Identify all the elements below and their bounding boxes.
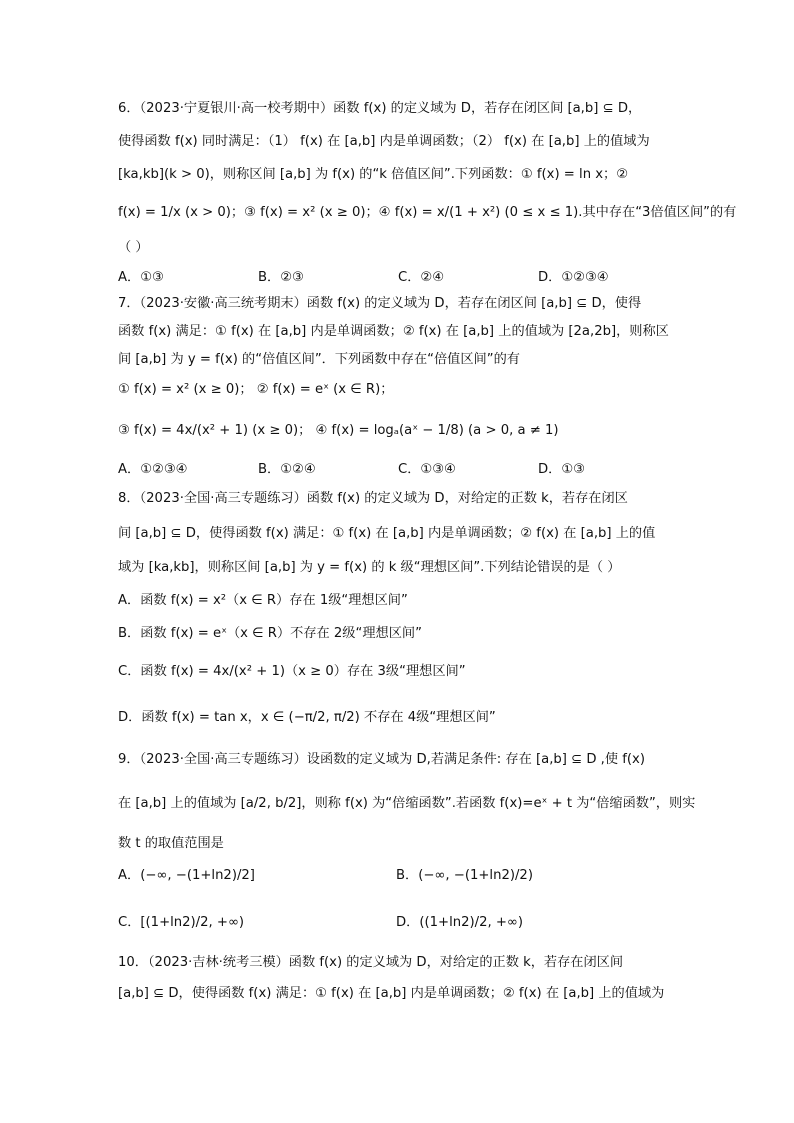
q6-line-4: f(x) = 1/x (x > 0)；③ f(x) = x² (x ≥ 0)；④ f(x) = x/(1 + x²) (0 ≤ x ≤ 1).其中存在“3倍值区间”的有	[118, 205, 737, 220]
q7-line-2: 函数 f(x) 满足：① f(x) 在 [a,b] 内是单调函数；② f(x) 在 [a,b] 上的值域为 [2a,2b]，则称区	[118, 324, 669, 339]
q6-line-3: [ka,kb](k > 0)，则称区间 [a,b] 为 f(x) 的“k 倍值区间”.下列函数：① f(x) = ln x；②	[118, 167, 629, 182]
q9-line-1: 9．（2023·全国·高三专题练习）设函数的定义域为 D,若满足条件: 存在 [a,b] ⊆ D ,使 f(x)	[118, 752, 645, 767]
q9-option-d[interactable]: D．((1+ln2)/2, +∞)	[396, 915, 524, 930]
q8-line-2: 间 [a,b] ⊆ D，使得函数 f(x) 满足：① f(x) 在 [a,b] 内是单调函数；② f(x) 在 [a,b] 上的值	[118, 526, 656, 541]
q8-option-c[interactable]: C．函数 f(x) = 4x/(x² + 1)（x ≥ 0）存在 3级“理想区间”	[118, 664, 466, 679]
q8-option-b[interactable]: B．函数 f(x) = eˣ（x ∈ R）不存在 2级“理想区间”	[118, 626, 422, 641]
q7-line-5: ③ f(x) = 4x/(x² + 1) (x ≥ 0)； ④ f(x) = logₐ(aˣ − 1/8) (a > 0, a ≠ 1)	[118, 423, 559, 438]
q10-line-2: [a,b] ⊆ D，使得函数 f(x) 满足：① f(x) 在 [a,b] 内是单调函数；② f(x) 在 [a,b] 上的值域为	[118, 986, 665, 1001]
q8-line-3: 域为 [ka,kb]，则称区间 [a,b] 为 y = f(x) 的 k 级“理想区间”.下列结论错误的是（ ）	[118, 560, 621, 575]
q9-option-a[interactable]: A．(−∞, −(1+ln2)/2]	[118, 868, 255, 883]
q6-option-d[interactable]: D．①②③④	[538, 270, 609, 285]
q6-line-1: 6．（2023·宁夏银川·高一校考期中）函数 f(x) 的定义域为 D，若存在闭区间 [a,b] ⊆ D，	[118, 101, 642, 116]
q9-line-3: 数 t 的取值范围是	[118, 836, 224, 851]
q8-option-d[interactable]: D．函数 f(x) = tan x，x ∈ (−π/2, π/2) 不存在 4级“理想区间”	[118, 710, 496, 725]
q8-option-a[interactable]: A．函数 f(x) = x²（x ∈ R）存在 1级“理想区间”	[118, 593, 408, 608]
q9-line-2: 在 [a,b] 上的值域为 [a/2, b/2]，则称 f(x) 为“倍缩函数”.若函数 f(x)=eˣ + t 为“倍缩函数”，则实	[118, 796, 696, 811]
q7-line-3: 间 [a,b] 为 y = f(x) 的“倍值区间”．下列函数中存在“倍值区间”的有	[118, 352, 520, 367]
q7-option-d[interactable]: D．①③	[538, 462, 585, 477]
q7-line-1: 7．（2023·安徽·高三统考期末）函数 f(x) 的定义域为 D，若存在闭区间 [a,b] ⊆ D，使得	[118, 296, 642, 311]
q9-option-b[interactable]: B．(−∞, −(1+ln2)/2)	[396, 868, 533, 883]
q9-option-c[interactable]: C．[(1+ln2)/2, +∞)	[118, 915, 245, 930]
q7-option-b[interactable]: B．①②④	[258, 462, 316, 477]
q7-option-c[interactable]: C．①③④	[398, 462, 456, 477]
q6-line-5: （ ）	[118, 240, 149, 255]
q7-line-4: ① f(x) = x² (x ≥ 0)； ② f(x) = eˣ (x ∈ R)；	[118, 382, 394, 397]
q6-option-b[interactable]: B．②③	[258, 270, 304, 285]
q6-line-2: 使得函数 f(x) 同时满足：（1） f(x) 在 [a,b] 内是单调函数；（2） f(x) 在 [a,b] 上的值域为	[118, 134, 650, 149]
q7-option-a[interactable]: A．①②③④	[118, 462, 188, 477]
q6-option-c[interactable]: C．②④	[398, 270, 445, 285]
q10-line-1: 10．（2023·吉林·统考三模）函数 f(x) 的定义域为 D，对给定的正数 k，若存在闭区间	[118, 955, 624, 970]
q6-option-a[interactable]: A．①③	[118, 270, 164, 285]
q8-line-1: 8．（2023·全国·高三专题练习）函数 f(x) 的定义域为 D，对给定的正数 k，若存在闭区	[118, 491, 628, 506]
